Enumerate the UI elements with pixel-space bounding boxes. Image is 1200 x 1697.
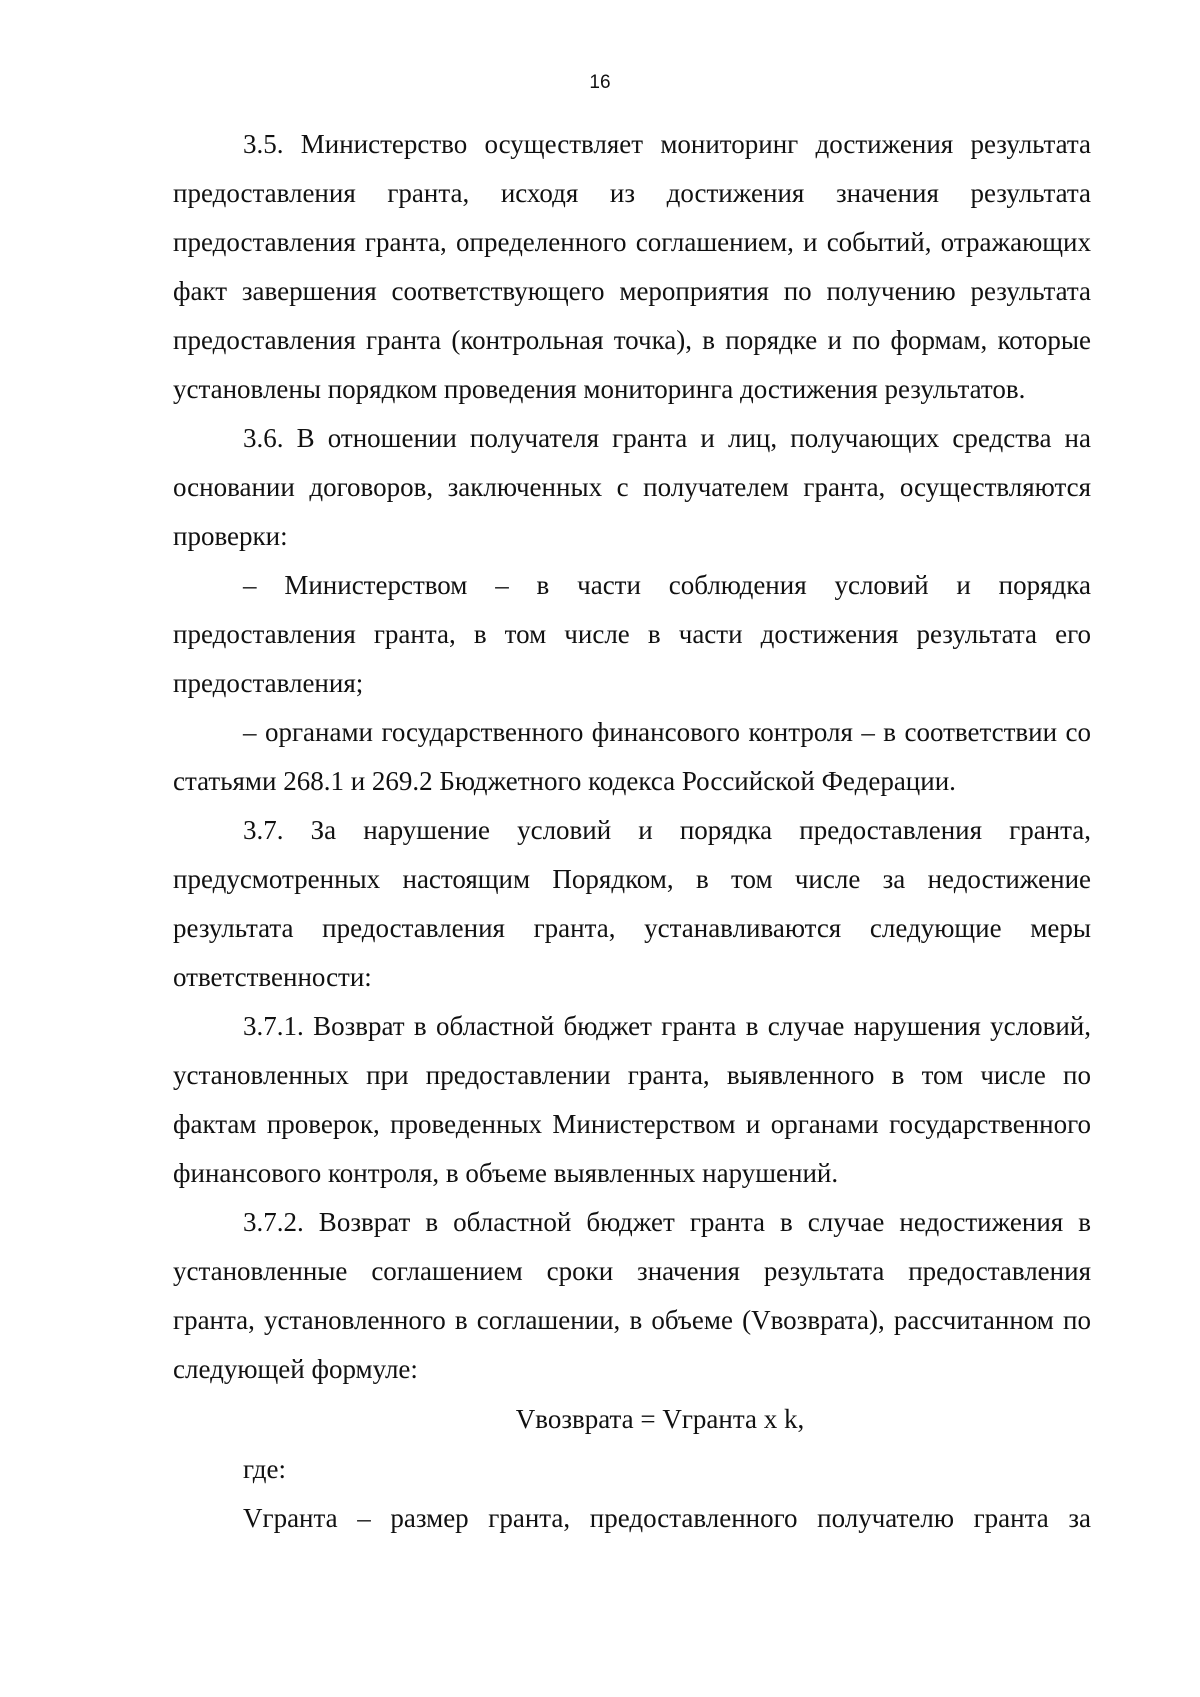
paragraph-3-7-2: 3.7.2. Возврат в областной бюджет гранта в случае недостижения в установленные соглашением сроки значения результата предоставления гранта, установленного в соглашении, в объеме (Vвозврата), рассчитанном по следующей формуле: (173, 1207, 1091, 1384)
paragraph-3-6-item-ministry: – Министерством – в части соблюдения условий и порядка предоставления гранта, в том числе в части достижения результата его предоставления; (173, 570, 1091, 698)
page-number: 16 (589, 72, 611, 93)
paragraph-3-5: 3.5. Министерство осуществляет мониторинг достижения результата предоставления гранта, исходя из достижения значения результата предоставления гранта, определенного соглашением, и событий, отражающих факт завершения соответствующего мероприятия по получению результата предоставления гранта (контрольная точка), в порядке и по формам, которые установлены порядком проведения мониторинга достижения результатов. (173, 129, 1091, 404)
paragraph-3-7: 3.7. За нарушение условий и порядка предоставления гранта, предусмотренных настоящим Порядком, в том числе за недостижение результата предоставления гранта, устанавливаются следующие меры ответственности: (173, 815, 1091, 992)
formula: Vвозврата = Vгранта x k, (515, 1404, 805, 1434)
paragraph-3-6-item-control-bodies: – органами государственного финансового контроля – в соответствии со статьями 268.1 и 269.2 Бюджетного кодекса Российской Федерации. (173, 717, 1091, 796)
document-body (173, 120, 1091, 1543)
paragraph-where: где: (243, 1454, 286, 1484)
paragraph-3-7-1: 3.7.1. Возврат в областной бюджет гранта в случае нарушения условий, установленных при предоставлении гранта, выявленного в том числе по фактам проверок, проведенных Министерством и органами государственного финансового контроля, в объеме выявленных нарушений. (173, 1011, 1091, 1188)
paragraph-v-granta: Vгранта – размер гранта, предоставленного получателю гранта за (243, 1503, 1091, 1533)
paragraph-3-6: 3.6. В отношении получателя гранта и лиц, получающих средства на основании договоров, заключенных с получателем гранта, осуществляются проверки: (173, 423, 1091, 551)
